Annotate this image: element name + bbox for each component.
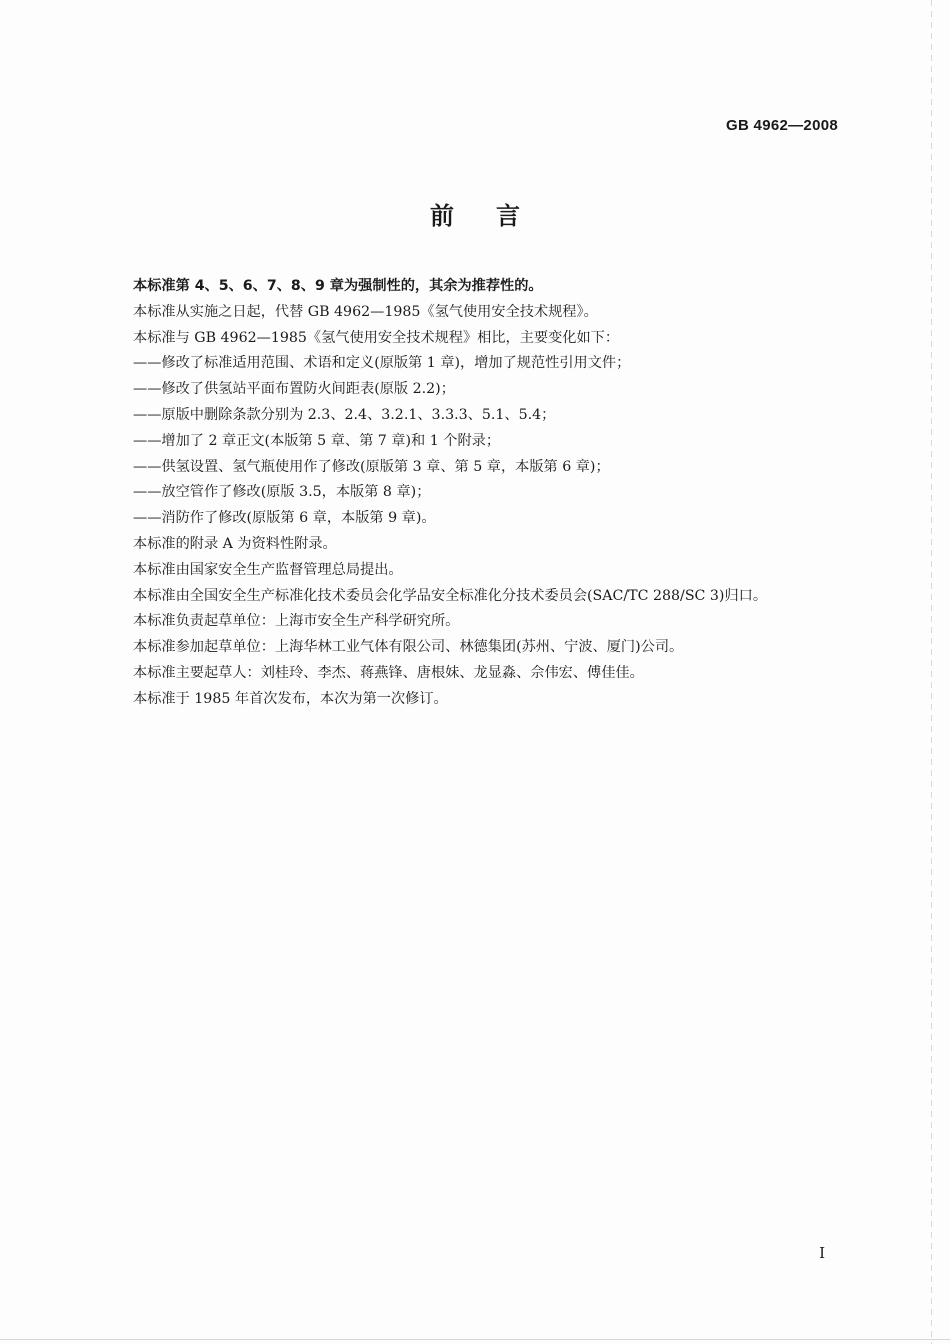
changes-intro-paragraph: 本标准与 GB 4962—1985《氢气使用安全技术规程》相比，主要变化如下： bbox=[133, 329, 620, 346]
change-item: ——供氢设置、氢气瓶使用作了修改(原版第 3 章、第 5 章，本版第 6 章)； bbox=[133, 458, 610, 475]
change-item: ——修改了供氢站平面布置防火间距表(原版 2.2)； bbox=[133, 381, 455, 398]
change-item: ——原版中删除条款分别为 2.3、2.4、3.2.1、3.3.3、5.1、5.4； bbox=[133, 406, 556, 423]
change-item: ——修改了标准适用范围、术语和定义(原版第 1 章)，增加了规范性引用文件； bbox=[133, 355, 631, 372]
proposer-paragraph: 本标准由国家安全生产监督管理总局提出。 bbox=[133, 561, 403, 578]
lead-drafter-paragraph: 本标准负责起草单位：上海市安全生产科学研究所。 bbox=[133, 613, 460, 630]
replacement-paragraph: 本标准从实施之日起，代替 GB 4962—1985《氢气使用安全技术规程》。 bbox=[133, 303, 598, 320]
committee-paragraph: 本标准由全国安全生产标准化技术委员会化学品安全标准化分技术委员会(SAC/TC 288/SC 3)归口。 bbox=[133, 587, 768, 604]
standard-number: GB 4962—2008 bbox=[725, 117, 838, 134]
page-number: I bbox=[819, 1244, 825, 1262]
change-item: ——放空管作了修改(原版 3.5，本版第 8 章)； bbox=[133, 484, 431, 501]
change-item: ——消防作了修改(原版第 6 章，本版第 9 章)。 bbox=[133, 510, 436, 527]
foreword-body bbox=[102, 274, 842, 713]
main-drafters-paragraph: 本标准主要起草人：刘桂玲、李杰、蒋燕锋、唐根妹、龙显淼、佘伟宏、傅佳佳。 bbox=[133, 664, 644, 681]
mandatory-clause-paragraph: 本标准第 4、5、6、7、8、9 章为强制性的，其余为推荐性的。 bbox=[133, 278, 543, 294]
scan-edge-bottom bbox=[0, 1339, 950, 1340]
page-title: 前言 bbox=[430, 202, 562, 230]
participating-drafter-paragraph: 本标准参加起草单位：上海华林工业气体有限公司、林德集团(苏州、宁波、厦门)公司。 bbox=[133, 639, 684, 656]
appendix-paragraph: 本标准的附录 A 为资料性附录。 bbox=[133, 535, 337, 552]
release-history-paragraph: 本标准于 1985 年首次发布，本次为第一次修订。 bbox=[133, 690, 448, 707]
change-item: ——增加了 2 章正文(本版第 5 章、第 7 章)和 1 个附录； bbox=[133, 432, 501, 449]
